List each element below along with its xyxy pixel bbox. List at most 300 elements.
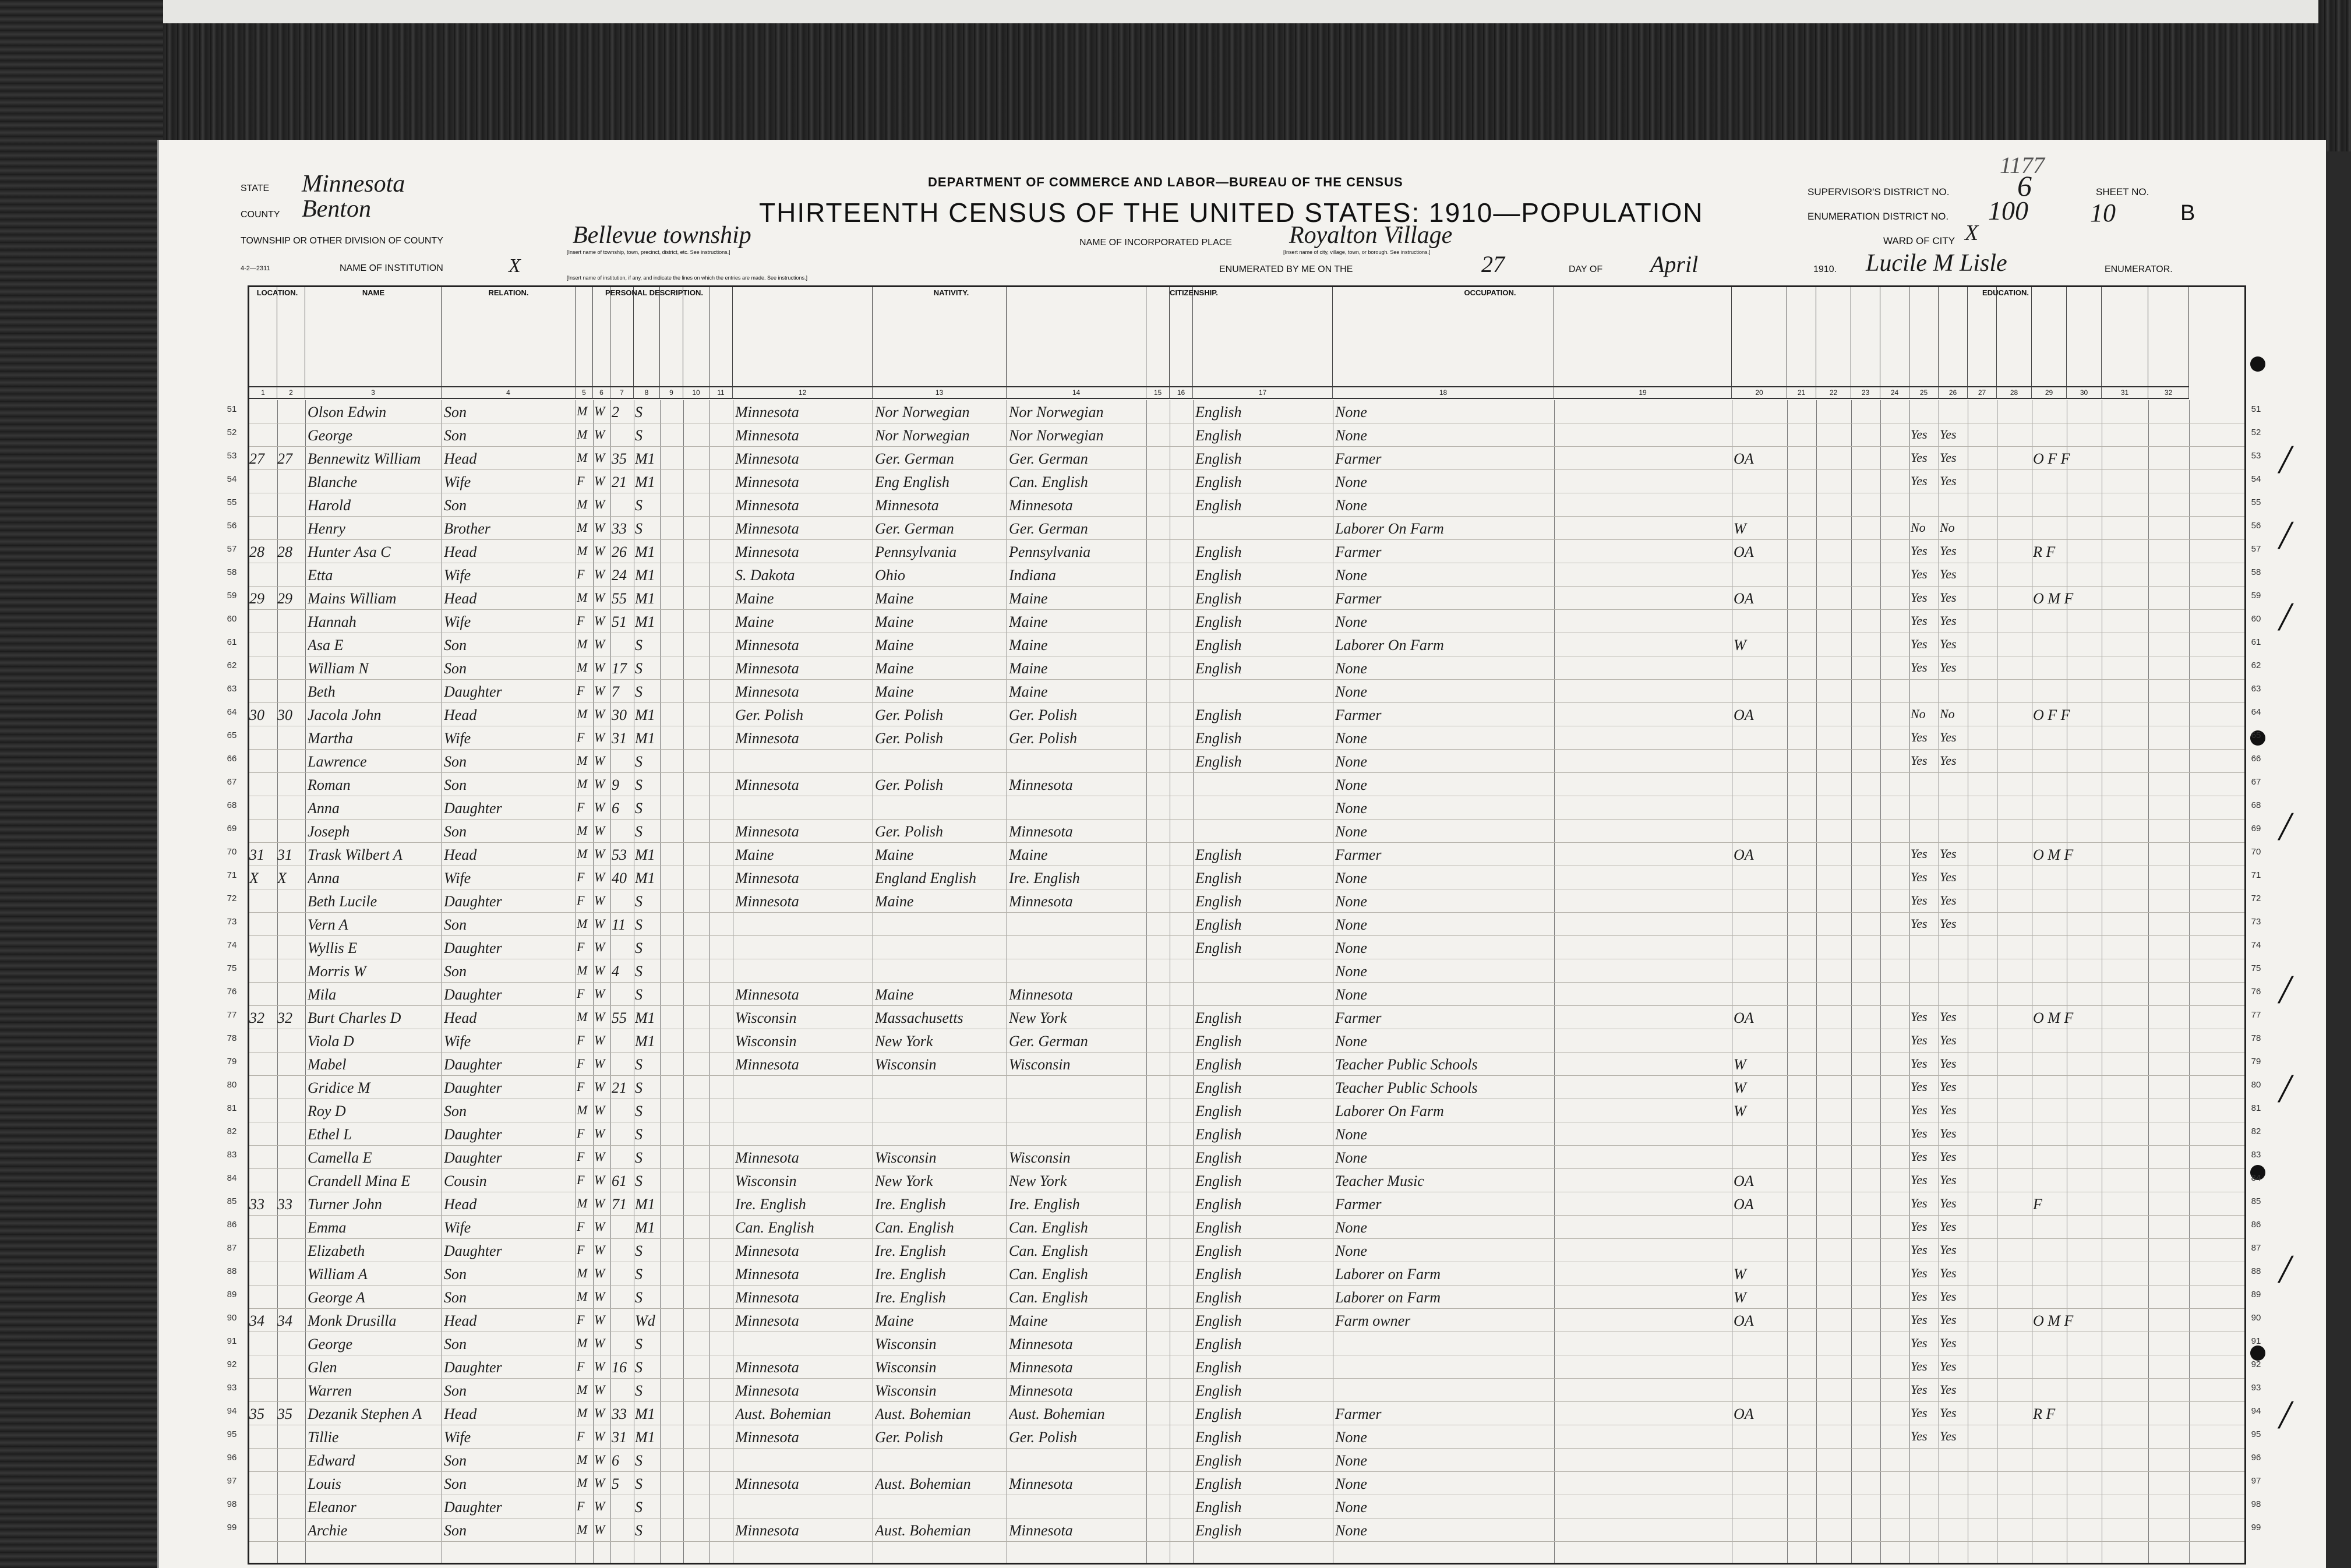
day-of-label: DAY OF [1569, 264, 1603, 274]
page-title: THIRTEENTH CENSUS OF THE UNITED STATES: 1910—POPULATION [759, 197, 1704, 228]
line-number-left: 67 [227, 777, 237, 787]
cell-sex: M [577, 1103, 588, 1117]
cell-father: Wisconsin [875, 1336, 937, 1352]
cell-race: W [594, 1219, 605, 1234]
cell-race: W [594, 1312, 605, 1327]
line-number-left: 55 [227, 497, 237, 507]
table-row [249, 913, 2244, 936]
line-number-right: 78 [2251, 1033, 2261, 1043]
cell-ms: S [635, 776, 643, 793]
table-row [249, 1053, 2244, 1076]
column-number: 3 [305, 386, 442, 399]
cell-occ: None [1335, 940, 1367, 956]
cell-mother: Ire. English [1009, 1196, 1080, 1213]
cell-read: Yes [1911, 1126, 1928, 1140]
column-number: 2 [277, 386, 305, 399]
table-row [249, 983, 2244, 1006]
cell-write: Yes [1940, 1033, 1957, 1047]
cell-dw: 29 [249, 590, 264, 607]
column-header [1787, 287, 1816, 386]
cell-sex: M [577, 497, 588, 511]
cell-ms: S [635, 1149, 643, 1166]
line-number-left: 77 [227, 1010, 237, 1020]
cell-father: Maine [875, 613, 914, 630]
cell-write: No [1940, 520, 1955, 535]
line-number-left: 94 [227, 1406, 237, 1416]
previous-page-strip [163, 0, 2318, 23]
cell-sex: F [577, 986, 585, 1001]
cell-birth: Minnesota [735, 520, 799, 537]
cell-read: Yes [1911, 1405, 1928, 1420]
table-row [249, 400, 2244, 423]
cell-ms: Wd [635, 1312, 655, 1329]
cell-read: Yes [1911, 1382, 1928, 1397]
column-header [1997, 287, 2032, 386]
cell-birth: Minnesota [735, 683, 799, 700]
cell-occ: None [1335, 870, 1367, 887]
cell-father: Ger. Polish [875, 1429, 943, 1446]
cell-name: Anna [308, 800, 340, 817]
cell-write: Yes [1940, 567, 1957, 581]
cell-ms: M1 [635, 730, 655, 747]
cell-race: W [594, 1126, 605, 1140]
cell-name: George [308, 427, 353, 444]
cell-name: Bennewitz William [308, 450, 421, 467]
cell-father: Ohio [875, 567, 905, 584]
line-number-left: 75 [227, 963, 237, 973]
cell-ms: S [635, 660, 643, 677]
cell-father: Maine [875, 846, 914, 863]
cell-read: Yes [1911, 427, 1928, 442]
cell-father: Nor Norwegian [875, 404, 970, 421]
cell-name: Hannah [308, 613, 356, 630]
cell-mother: Maine [1009, 846, 1048, 863]
cell-write: Yes [1940, 730, 1957, 744]
column-number: 29 [2032, 386, 2067, 399]
cell-birth: Ger. Polish [735, 707, 803, 723]
table-row [249, 1379, 2244, 1402]
column-header [1968, 287, 1997, 386]
cell-ms: S [635, 1289, 643, 1306]
cell-sex: M [577, 1009, 588, 1024]
cell-write: Yes [1940, 846, 1957, 861]
table-row [249, 540, 2244, 563]
cell-age: 2 [612, 404, 619, 421]
county-value: Benton [302, 196, 371, 223]
cell-birth: Maine [735, 846, 774, 863]
cell-ms: M1 [635, 543, 655, 560]
cell-lang: English [1195, 1079, 1242, 1096]
cell-rel: Daughter [444, 683, 502, 700]
cell-birth: Minnesota [735, 1149, 799, 1166]
line-number-left: 57 [227, 544, 237, 554]
form-code: 4-2—2311 [241, 265, 270, 272]
column-group-label: RELATION. [488, 288, 529, 297]
cell-sex: F [577, 1429, 585, 1443]
column-number: 10 [683, 386, 709, 399]
column-header [1851, 287, 1880, 386]
cell-age: 51 [612, 613, 627, 630]
line-number-right: 74 [2251, 940, 2261, 950]
line-number-right: 77 [2251, 1010, 2261, 1020]
cell-occ: None [1335, 1429, 1367, 1446]
cell-name: Glen [308, 1359, 337, 1376]
line-number-left: 60 [227, 614, 237, 624]
cell-lang: English [1195, 613, 1242, 630]
cell-ms: S [635, 683, 643, 700]
cell-rel: Head [444, 450, 477, 467]
cell-mother: Indiana [1009, 567, 1056, 584]
line-number-right: 95 [2251, 1429, 2261, 1439]
line-number-right: 51 [2251, 404, 2261, 414]
cell-write: Yes [1940, 590, 1957, 605]
cell-sex: F [577, 1219, 585, 1234]
cell-occ: Teacher Public Schools [1335, 1079, 1478, 1096]
cell-sex: M [577, 963, 588, 977]
cell-name: Louis [308, 1475, 341, 1492]
cell-emp: OA [1734, 1009, 1754, 1026]
cell-fam: 29 [277, 590, 292, 607]
cell-birth: Minnesota [735, 776, 799, 793]
cell-name: Henry [308, 520, 345, 537]
cell-father: Ger. German [875, 450, 954, 467]
column-number: 8 [634, 386, 660, 399]
cell-occ: None [1335, 567, 1367, 584]
cell-rel: Son [444, 1452, 467, 1469]
cell-birth: Ire. English [735, 1196, 806, 1213]
cell-race: W [594, 1452, 605, 1467]
column-number: 4 [442, 386, 576, 399]
cell-occ: None [1335, 776, 1367, 793]
cell-read: Yes [1911, 753, 1928, 768]
scan-edge-left [0, 0, 163, 1568]
column-number: 13 [873, 386, 1007, 399]
cell-occ: None [1335, 1452, 1367, 1469]
cell-write: Yes [1940, 916, 1957, 931]
cell-read: Yes [1911, 450, 1928, 465]
cell-occ: Laborer On Farm [1335, 520, 1444, 537]
cell-ms: M1 [635, 870, 655, 887]
cell-occ: Farmer [1335, 590, 1382, 607]
line-number-right: 57 [2251, 544, 2261, 554]
column-header [576, 287, 593, 386]
line-number-left: 84 [227, 1173, 237, 1183]
cell-mother: Maine [1009, 637, 1048, 654]
punch-hole-icon [2250, 356, 2265, 372]
column-header [2067, 287, 2102, 386]
cell-sex: F [577, 1033, 585, 1047]
table-row [249, 1169, 2244, 1192]
cell-race: W [594, 1289, 605, 1304]
sheet-value: 10 [2090, 199, 2116, 227]
cell-race: W [594, 1405, 605, 1420]
cell-emp: W [1734, 1266, 1746, 1283]
cell-read: No [1911, 707, 1926, 721]
cell-mother: New York [1009, 1173, 1067, 1189]
cell-read: Yes [1911, 1079, 1928, 1094]
cell-father: Aust. Bohemian [875, 1522, 971, 1539]
cell-lang: English [1195, 1103, 1242, 1120]
cell-birth: Minnesota [735, 870, 799, 887]
cell-rel: Head [444, 1405, 477, 1422]
cell-write: Yes [1940, 1382, 1957, 1397]
cell-sex: M [577, 1289, 588, 1304]
column-header [733, 287, 873, 386]
column-number: 5 [576, 386, 593, 399]
line-number-left: 53 [227, 451, 237, 461]
cell-read: Yes [1911, 1242, 1928, 1257]
cell-emp: OA [1734, 590, 1754, 607]
cell-race: W [594, 1056, 605, 1071]
cell-ms: M1 [635, 1219, 655, 1236]
line-number-left: 66 [227, 754, 237, 764]
cell-sex: F [577, 474, 585, 488]
cell-lang: English [1195, 637, 1242, 654]
line-number-right: 61 [2251, 637, 2261, 647]
cell-read: Yes [1911, 916, 1928, 931]
cell-father: Maine [875, 1312, 914, 1329]
cell-sex: F [577, 1149, 585, 1164]
cell-father: Wisconsin [875, 1359, 937, 1376]
cell-mother: Minnesota [1009, 1522, 1073, 1539]
cell-lang: English [1195, 543, 1242, 560]
table-row [249, 563, 2244, 587]
column-header [593, 287, 610, 386]
cell-birth: Minnesota [735, 1429, 799, 1446]
cell-age: 33 [612, 520, 627, 537]
line-number-right: 65 [2251, 730, 2261, 740]
cell-read: Yes [1911, 1266, 1928, 1280]
cell-mother: Minnesota [1009, 1475, 1073, 1492]
table-row [249, 726, 2244, 750]
cell-lang: English [1195, 730, 1242, 747]
cell-age: 26 [612, 543, 627, 560]
cell-occ: Farmer [1335, 450, 1382, 467]
county-label: COUNTY [241, 210, 280, 220]
table-row [249, 1518, 2244, 1542]
column-number: 16 [1170, 386, 1193, 399]
cell-sex: M [577, 776, 588, 791]
cell-ms: M1 [635, 1429, 655, 1446]
column-number: 7 [610, 386, 634, 399]
cell-father: Wisconsin [875, 1382, 937, 1399]
cell-fam: 32 [277, 1009, 292, 1026]
line-number-left: 86 [227, 1220, 237, 1230]
cell-read: Yes [1911, 637, 1928, 651]
cell-rel: Head [444, 590, 477, 607]
line-number-left: 82 [227, 1126, 237, 1136]
line-number-right: 98 [2251, 1499, 2261, 1509]
enumerated-label: ENUMERATED BY ME ON THE [1219, 264, 1353, 274]
cell-sex: M [577, 1405, 588, 1420]
cell-mother: Minnesota [1009, 1359, 1073, 1376]
cell-sex: F [577, 1173, 585, 1187]
line-number-right: 76 [2251, 987, 2261, 997]
cell-father: Maine [875, 637, 914, 654]
cell-age: 55 [612, 590, 627, 607]
cell-father: Can. English [875, 1219, 954, 1236]
table-row [249, 1146, 2244, 1169]
line-number-right: 71 [2251, 870, 2261, 880]
cell-mother: Maine [1009, 683, 1048, 700]
enumerator-value: Lucile M Lisle [1866, 250, 2007, 277]
cell-sex: F [577, 1312, 585, 1327]
cell-birth: Minnesota [735, 730, 799, 747]
cell-rel: Daughter [444, 1242, 502, 1259]
column-header [249, 287, 277, 386]
cell-mother: Ger. Polish [1009, 730, 1077, 747]
cell-ms: S [635, 1336, 643, 1352]
cell-rel: Daughter [444, 986, 502, 1003]
cell-race: W [594, 637, 605, 651]
column-number: 19 [1554, 386, 1732, 399]
cell-read: Yes [1911, 1149, 1928, 1164]
column-number: 28 [1997, 386, 2032, 399]
line-number-right: 64 [2251, 707, 2261, 717]
cell-name: Beth [308, 683, 336, 700]
line-number-right: 93 [2251, 1383, 2261, 1393]
cell-birth: Minnesota [735, 404, 799, 421]
cell-mother: Minnesota [1009, 823, 1073, 840]
cell-write: Yes [1940, 450, 1957, 465]
cell-lang: English [1195, 1336, 1242, 1352]
cell-birth: Minnesota [735, 1382, 799, 1399]
cell-sex: M [577, 1336, 588, 1350]
line-number-left: 58 [227, 567, 237, 577]
cell-race: W [594, 916, 605, 931]
cell-father: Ire. English [875, 1242, 946, 1259]
cell-mother: Ger. German [1009, 520, 1088, 537]
cell-read: Yes [1911, 870, 1928, 884]
cell-read: No [1911, 520, 1926, 535]
cell-sex: M [577, 1196, 588, 1210]
cell-fam: 33 [277, 1196, 292, 1213]
table-row [249, 1216, 2244, 1239]
cell-write: Yes [1940, 613, 1957, 628]
cell-father: England English [875, 870, 977, 887]
line-number-right: 83 [2251, 1150, 2261, 1160]
cell-occ: Laborer On Farm [1335, 637, 1444, 654]
cell-mother: Minnesota [1009, 986, 1073, 1003]
cell-emp: OA [1734, 543, 1754, 560]
table-row [249, 1495, 2244, 1518]
cell-mother: Minnesota [1009, 776, 1073, 793]
line-number-left: 56 [227, 521, 237, 531]
column-header [1816, 287, 1851, 386]
institution-note: [Insert name of institution, if any, and indicate the lines on which the entries are made. See instructions.] [567, 275, 808, 281]
cell-sex: F [577, 870, 585, 884]
column-number: 24 [1880, 386, 1909, 399]
cell-sex: F [577, 567, 585, 581]
cell-name: Warren [308, 1382, 352, 1399]
cell-lang: English [1195, 870, 1242, 887]
cell-write: Yes [1940, 1312, 1957, 1327]
cell-mother: Can. English [1009, 1266, 1088, 1283]
cell-occ: None [1335, 683, 1367, 700]
township-label: TOWNSHIP OR OTHER DIVISION OF COUNTY [241, 236, 443, 246]
cell-name: Burt Charles D [308, 1009, 401, 1026]
cell-emp: OA [1734, 1173, 1754, 1189]
cell-own: O M F [2033, 1009, 2074, 1026]
cell-emp: W [1734, 637, 1746, 654]
cell-lang: English [1195, 1289, 1242, 1306]
cell-write: Yes [1940, 474, 1957, 488]
column-number: 31 [2102, 386, 2148, 399]
line-number-left: 83 [227, 1150, 237, 1160]
cell-race: W [594, 893, 605, 907]
cell-occ: Teacher Music [1335, 1173, 1424, 1189]
check-mark: / [2279, 437, 2291, 482]
cell-father: Maine [875, 683, 914, 700]
cell-race: W [594, 497, 605, 511]
cell-name: Crandell Mina E [308, 1173, 411, 1189]
cell-mother: Nor Norwegian [1009, 404, 1104, 421]
column-number: 14 [1007, 386, 1146, 399]
cell-race: W [594, 404, 605, 418]
cell-write: Yes [1940, 1103, 1957, 1117]
cell-race: W [594, 986, 605, 1001]
cell-name: Mabel [308, 1056, 347, 1073]
cell-sex: M [577, 1475, 588, 1490]
cell-mother: Can. English [1009, 1242, 1088, 1259]
cell-write: Yes [1940, 1289, 1957, 1304]
cell-name: Elizabeth [308, 1242, 365, 1259]
table-row [249, 1286, 2244, 1309]
cell-mother: Pennsylvania [1009, 543, 1091, 560]
line-number-right: 88 [2251, 1266, 2261, 1276]
cell-sex: F [577, 730, 585, 744]
table-row [249, 470, 2244, 493]
line-number-left: 90 [227, 1313, 237, 1323]
column-number: 11 [709, 386, 733, 399]
cell-mother: Can. English [1009, 1219, 1088, 1236]
cell-rel: Wife [444, 870, 471, 887]
cell-fam: 34 [277, 1312, 292, 1329]
cell-ms: M1 [635, 846, 655, 863]
cell-race: W [594, 590, 605, 605]
supervisor-label: SUPERVISOR'S DISTRICT NO. [1808, 186, 1950, 197]
cell-rel: Daughter [444, 1126, 502, 1143]
cell-race: W [594, 683, 605, 698]
cell-rel: Son [444, 963, 467, 980]
column-number: 32 [2148, 386, 2189, 399]
year-label: 1910. [1813, 264, 1837, 274]
column-header [660, 287, 683, 386]
line-number-left: 62 [227, 661, 237, 670]
table-row [249, 1402, 2244, 1425]
line-number-left: 96 [227, 1453, 237, 1463]
sheet-label: SHEET NO. [2096, 186, 2149, 197]
line-number-right: 92 [2251, 1359, 2261, 1369]
cell-father: Ire. English [875, 1289, 946, 1306]
cell-lang: English [1195, 846, 1242, 863]
cell-birth: Minnesota [735, 1056, 799, 1073]
cell-dw: 32 [249, 1009, 264, 1026]
cell-race: W [594, 567, 605, 581]
cell-race: W [594, 450, 605, 465]
cell-mother: Ger. Polish [1009, 707, 1077, 723]
line-number-right: 85 [2251, 1196, 2261, 1206]
column-header [873, 287, 1007, 386]
cell-rel: Wife [444, 1033, 471, 1050]
cell-emp: OA [1734, 1196, 1754, 1213]
line-number-left: 80 [227, 1080, 237, 1090]
cell-occ: None [1335, 823, 1367, 840]
cell-occ: Laborer on Farm [1335, 1289, 1441, 1306]
cell-name: Trask Wilbert A [308, 846, 403, 863]
table-row [249, 1309, 2244, 1332]
township-note: [Insert name of township, town, precinct, district, etc. See instructions.] [567, 249, 730, 255]
